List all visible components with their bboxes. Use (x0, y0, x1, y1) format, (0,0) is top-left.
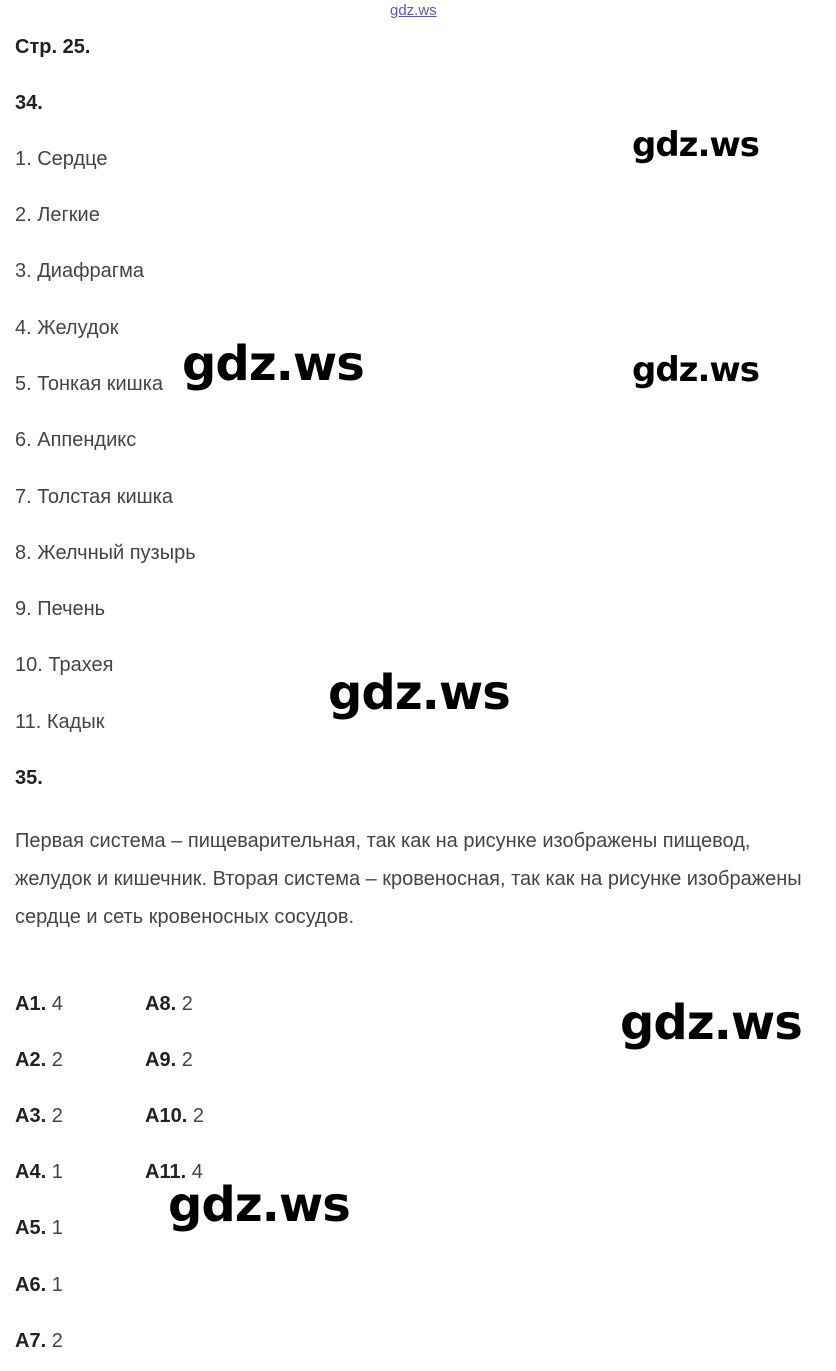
watermark: gdz.ws (632, 350, 760, 390)
list-item: 5. Тонкая кишка (15, 373, 164, 395)
answer-row (145, 993, 193, 1016)
answer-label: А2. (15, 1049, 47, 1071)
answer-value: 1 (51, 1274, 63, 1296)
answer-row (15, 1049, 63, 1072)
task-35-answer-text: Первая система – пищеварительная, так как на рисунке изображены пищевод, желудок и кишечник. Вторая система – кровеносная, так как на рисунке изображены сердце и сеть кровеносных сосудов. (15, 830, 802, 928)
answer-value: 2 (181, 993, 193, 1015)
answer-label: А11. (145, 1161, 187, 1183)
answer-label: А1. (15, 993, 47, 1015)
answer-row (145, 1049, 193, 1072)
answer-row (145, 1105, 204, 1128)
answer-row (15, 1217, 63, 1240)
answer-label: А6. (15, 1274, 47, 1296)
list-item: 11. Кадык (15, 711, 105, 733)
list-item: 6. Аппендикс (15, 429, 137, 451)
answer-value: 2 (51, 1049, 63, 1071)
watermark: gdz.ws (168, 1177, 350, 1233)
list-item: 9. Печень (15, 598, 106, 620)
list-item: 3. Диафрагма (15, 260, 144, 282)
list-item: 2. Легкие (15, 204, 100, 226)
watermark: gdz.ws (182, 336, 364, 392)
answer-value: 1 (51, 1217, 63, 1239)
task-34-number: 34. (15, 92, 43, 114)
list-item: 1. Сердце (15, 148, 108, 170)
header-site-link[interactable]: gdz.ws (390, 2, 437, 19)
watermark: gdz.ws (328, 665, 510, 721)
list-item: 8. Желчный пузырь (15, 542, 196, 564)
answer-label: А9. (145, 1049, 177, 1071)
answer-row (15, 1274, 63, 1297)
task-35-number: 35. (15, 767, 43, 789)
answer-value: 2 (192, 1105, 204, 1127)
answer-label: А3. (15, 1105, 47, 1127)
answer-label: А5. (15, 1217, 47, 1239)
answer-value: 2 (181, 1049, 193, 1071)
page-label: Стр. 25. (15, 36, 91, 58)
answer-row (15, 1161, 63, 1184)
list-item: 7. Толстая кишка (15, 486, 173, 508)
answer-value: 4 (191, 1161, 203, 1183)
answer-label: А10. (145, 1105, 188, 1127)
answer-row (15, 1330, 63, 1353)
answer-value: 2 (51, 1330, 63, 1352)
answer-row (15, 993, 63, 1016)
answer-label: А8. (145, 993, 177, 1015)
answer-row (15, 1105, 63, 1128)
answer-label: А7. (15, 1330, 47, 1352)
list-item: 10. Трахея (15, 654, 114, 676)
watermark: gdz.ws (632, 125, 760, 165)
watermark: gdz.ws (620, 995, 802, 1051)
answer-label: А4. (15, 1161, 47, 1183)
list-item: 4. Желудок (15, 317, 119, 339)
answer-value: 1 (51, 1161, 63, 1183)
answer-value: 4 (51, 993, 63, 1015)
answer-value: 2 (51, 1105, 63, 1127)
